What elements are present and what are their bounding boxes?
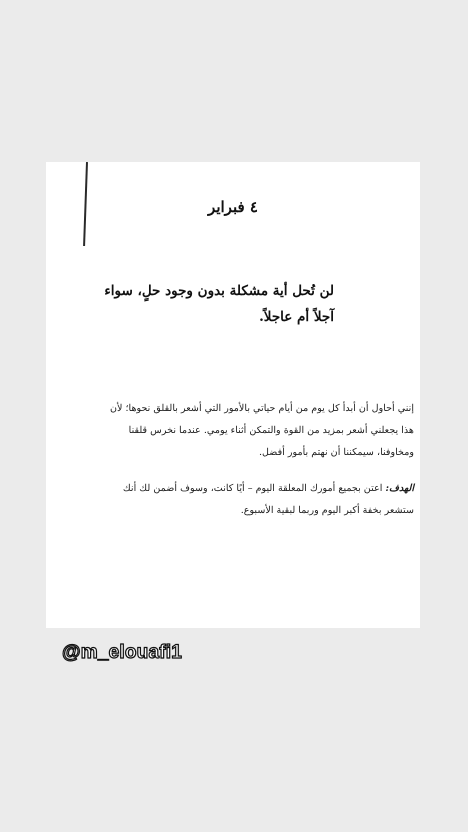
body-line: ومخاوفنا، سيمكننا أن نهتم بأمور أفضل. bbox=[258, 447, 414, 458]
goal-paragraph bbox=[50, 478, 414, 522]
quote-line: آجلاً أم عاجلاً. bbox=[259, 309, 334, 325]
body-line: هذا يجعلني أشعر بمزيد من القوة والتمكن أثناء يومي. عندما نخرس قلقنا bbox=[128, 425, 414, 436]
scanned-page bbox=[46, 162, 420, 628]
goal-line-first bbox=[50, 478, 414, 500]
quote-line: لن تُحل أية مشكلة بدون وجود حلٍ، سواء bbox=[104, 283, 334, 299]
goal-label: الهدف: bbox=[385, 483, 414, 494]
quote bbox=[94, 278, 334, 330]
body-line: إنني أحاول أن أبدأ كل يوم من أيام حياتي بالأمور التي أشعر بالقلق نحوها؛ لأن bbox=[109, 403, 414, 414]
goal-line: ستشعر بخفة أكبر اليوم وربما لبقية الأسبوع. bbox=[240, 505, 414, 516]
page-date: ٤ فبراير bbox=[208, 198, 258, 216]
goal-line: اعتن بجميع أمورك المعلقة اليوم – أيًا كانت، وسوف أضمن لك أنك bbox=[122, 483, 383, 494]
body-paragraph bbox=[50, 398, 414, 464]
author-handle: @m_elouafi1 bbox=[62, 642, 182, 663]
